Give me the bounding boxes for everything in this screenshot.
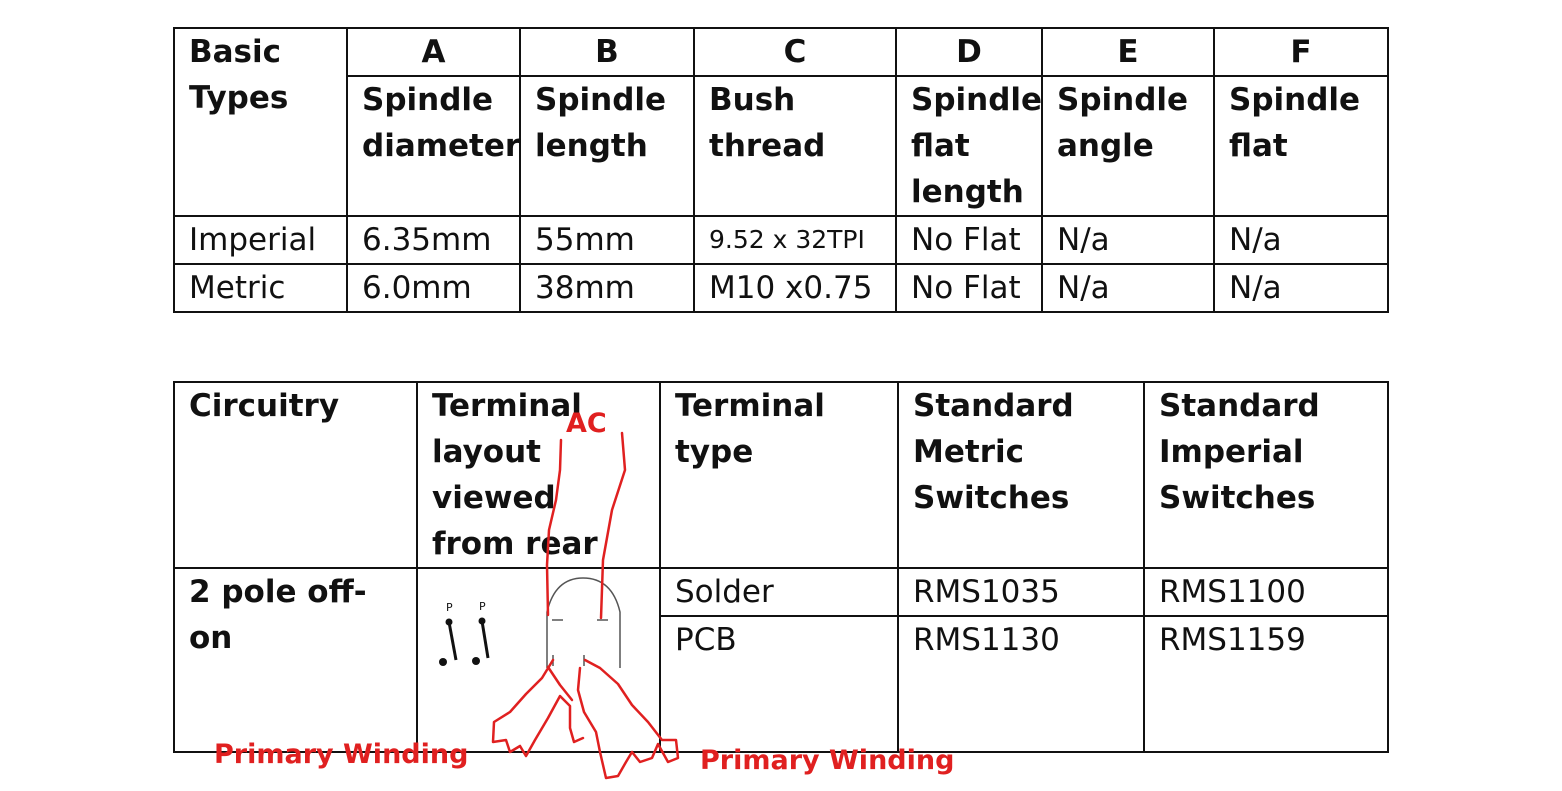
table-cell: RMS1100 <box>1144 568 1388 616</box>
table-cell: RMS1130 <box>898 616 1144 752</box>
column-name: Spindle length <box>520 76 694 216</box>
column-letter: F <box>1214 28 1388 76</box>
column-name: Bush thread <box>694 76 896 216</box>
column-letter: D <box>896 28 1042 76</box>
column-letter: C <box>694 28 896 76</box>
table-row <box>174 568 1388 616</box>
table-cell: 6.35mm <box>347 216 520 264</box>
terminal-type-header: Terminal type <box>660 382 898 568</box>
table-cell: 6.0mm <box>347 264 520 312</box>
table-cell: No Flat <box>896 216 1042 264</box>
column-letter: E <box>1042 28 1214 76</box>
row-type: Imperial <box>174 216 347 264</box>
column-letter: A <box>347 28 520 76</box>
table-cell: RMS1159 <box>1144 616 1388 752</box>
table-cell: No Flat <box>896 264 1042 312</box>
circuit-table <box>173 381 1389 753</box>
ac-label: AC <box>566 408 607 439</box>
terminal-layout-header: Terminal layout viewed from rear <box>417 382 660 568</box>
column-name: Spindle flat length <box>896 76 1042 216</box>
circuitry-header: Circuitry <box>174 382 417 568</box>
primary-winding-label-right: Primary Winding <box>700 745 955 776</box>
table-row <box>174 264 1388 312</box>
table-cell: N/a <box>1214 264 1388 312</box>
column-name: Spindle flat <box>1214 76 1388 216</box>
specs-table <box>173 27 1389 313</box>
column-name: Spindle diameter <box>347 76 520 216</box>
table-cell: M10 x0.75 <box>694 264 896 312</box>
column-letter: B <box>520 28 694 76</box>
basic-types-header: Basic Types <box>174 28 347 216</box>
imperial-switches-header: Standard Imperial Switches <box>1144 382 1388 568</box>
pole-label: P <box>446 601 453 614</box>
table-cell: N/a <box>1042 264 1214 312</box>
table-cell: N/a <box>1042 216 1214 264</box>
row-type: Metric <box>174 264 347 312</box>
metric-switches-header: Standard Metric Switches <box>898 382 1144 568</box>
pole-label: P <box>479 600 486 613</box>
circuitry-value: 2 pole off-on <box>174 568 417 752</box>
table-cell: 38mm <box>520 264 694 312</box>
table-cell: RMS1035 <box>898 568 1144 616</box>
terminal-layout-cell <box>417 568 660 752</box>
column-name: Spindle angle <box>1042 76 1214 216</box>
table-cell: 55mm <box>520 216 694 264</box>
primary-winding-label-left: Primary Winding <box>214 739 469 770</box>
table-row <box>174 216 1388 264</box>
table-cell: N/a <box>1214 216 1388 264</box>
table-cell: 9.52 x 32TPI <box>694 216 896 264</box>
table-cell: PCB <box>660 616 898 752</box>
table-cell: Solder <box>660 568 898 616</box>
